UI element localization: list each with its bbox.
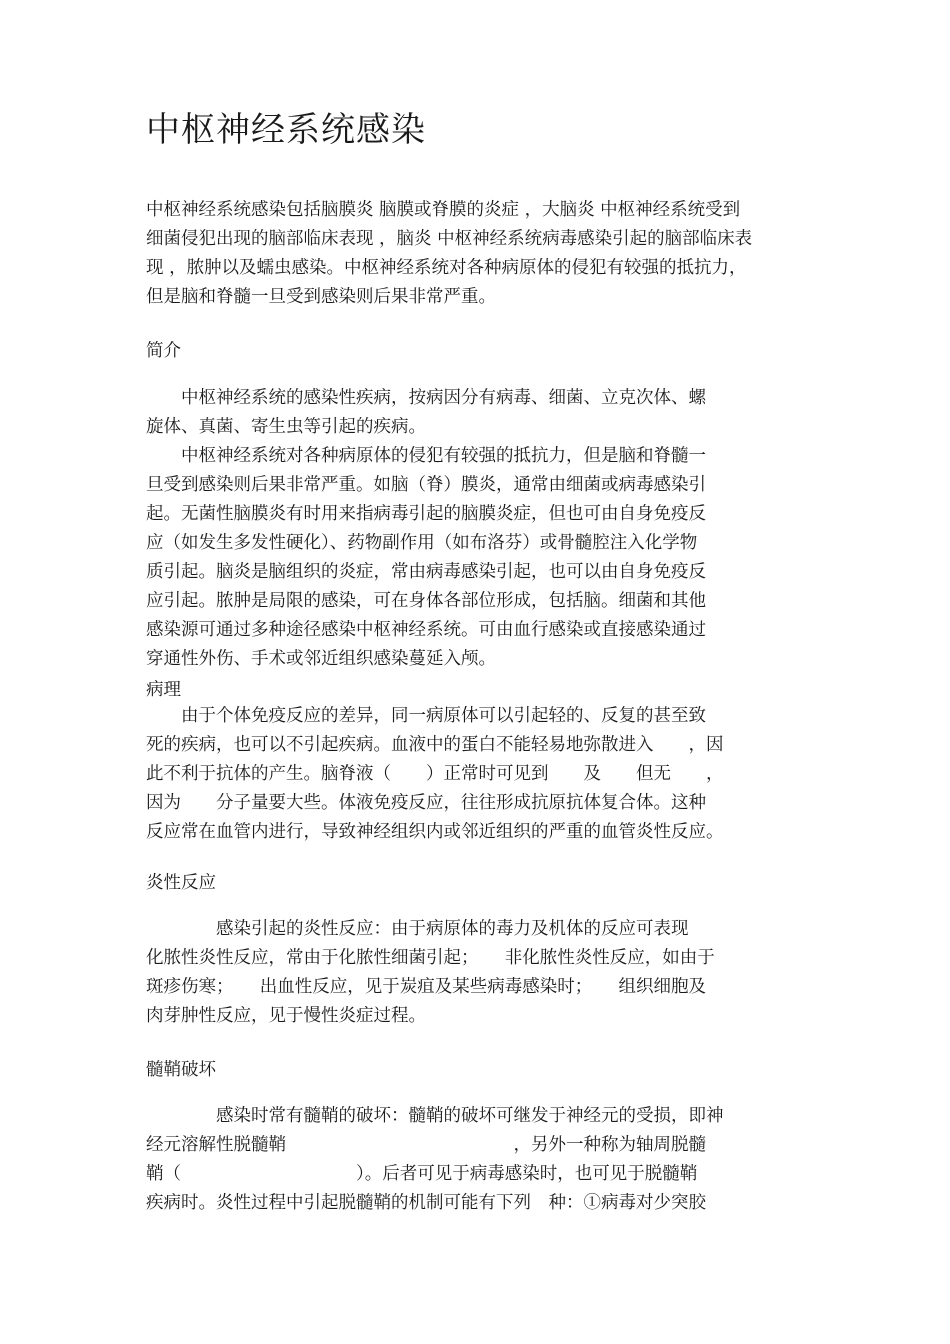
section-heading-yanxing: 炎性反应 (146, 873, 216, 893)
text-line: 斑疹伤寒； 出血性反应，见于炭疽及某些病毒感染时； 组织细胞及 (146, 977, 706, 997)
text-line: 肉芽肿性反应，见于慢性炎症过程。 (146, 1006, 426, 1026)
text-line: 中枢神经系统的感染性疾病，按病因分有病毒、细菌、立克次体、螺 (146, 388, 706, 408)
text-line: 化脓性炎性反应，常由于化脓性细菌引起； 非化脓性炎性反应，如由于 (146, 948, 715, 968)
text-line: 应引起。脓肿是局限的感染，可在身体各部位形成，包括脑。细菌和其他 (146, 591, 706, 611)
text-line: 但是脑和脊髓一旦受到感染则后果非常严重。 (146, 287, 496, 307)
section-body-yanxing (146, 915, 810, 1031)
intro-paragraph (146, 196, 810, 312)
text-line: 旋体、真菌、寄生虫等引起的疾病。 (146, 417, 426, 437)
text-line: 质引起。脑炎是脑组织的炎症，常由病毒感染引起，也可以由自身免疫反 (146, 562, 706, 582)
text-line: 感染时常有髓鞘的破坏：髓鞘的破坏可继发于神经元的受损，即神 (146, 1106, 724, 1126)
section-heading-suiqiao: 髓鞘破坏 (146, 1060, 216, 1080)
text-line: 疾病时。炎性过程中引起脱髓鞘的机制可能有下列 种：①病毒对少突胶 (146, 1193, 706, 1213)
text-line: 现 ，脓肿以及蠕虫感染。中枢神经系统对各种病原体的侵犯有较强的抵抗力， (146, 258, 747, 278)
text-line: 感染源可通过多种途径感染中枢神经系统。可由血行感染或直接感染通过 (146, 620, 706, 640)
text-line: 死的疾病，也可以不引起疾病。血液中的蛋白不能轻易地弥散进入 ，因 (146, 735, 724, 755)
text-line: 起。无菌性脑膜炎有时用来指病毒引起的脑膜炎症，但也可由自身免疫反 (146, 504, 706, 524)
text-line: 因为 分子量要大些。体液免疫反应，往往形成抗原抗体复合体。这种 (146, 793, 706, 813)
section-body-jianjie (146, 384, 810, 674)
text-line: 经元溶解性脱髓鞘 ，另外一种称为轴周脱髓 (146, 1135, 706, 1155)
text-line: 反应常在血管内进行，导致神经组织内或邻近组织的严重的血管炎性反应。 (146, 822, 724, 842)
text-line: 此不利于抗体的产生。脑脊液（ ）正常时可见到 及 但无 ， (146, 764, 724, 784)
text-line: 中枢神经系统感染包括脑膜炎 脑膜或脊膜的炎症 ，大脑炎 中枢神经系统受到 (146, 200, 741, 220)
text-line: 中枢神经系统对各种病原体的侵犯有较强的抵抗力，但是脑和脊髓一 (146, 446, 706, 466)
text-line: 穿通性外伤、手术或邻近组织感染蔓延入颅。 (146, 649, 496, 669)
section-heading-bingli: 病理 (146, 680, 181, 700)
text-line: 应（如发生多发性硬化）、药物副作用（如布洛芬）或骨髓腔注入化学物 (146, 533, 698, 553)
text-line: 旦受到感染则后果非常严重。如脑（脊）膜炎，通常由细菌或病毒感染引 (146, 475, 706, 495)
text-line: 由于个体免疫反应的差异，同一病原体可以引起轻的、反复的甚至致 (146, 706, 706, 726)
section-body-suiqiao (146, 1102, 810, 1218)
text-line: 细菌侵犯出现的脑部临床表现 ，脑炎 中枢神经系统病毒感染引起的脑部临床表 (146, 229, 753, 249)
text-line: 鞘（ ）。后者可见于病毒感染时，也可见于脱髓鞘 (146, 1164, 698, 1184)
section-body-bingli (146, 702, 810, 847)
section-heading-jianjie: 简介 (146, 341, 181, 361)
text-line: 感染引起的炎性反应：由于病原体的毒力及机体的反应可表现 (146, 919, 689, 939)
page-title: 中枢神经系统感染 (146, 110, 426, 150)
